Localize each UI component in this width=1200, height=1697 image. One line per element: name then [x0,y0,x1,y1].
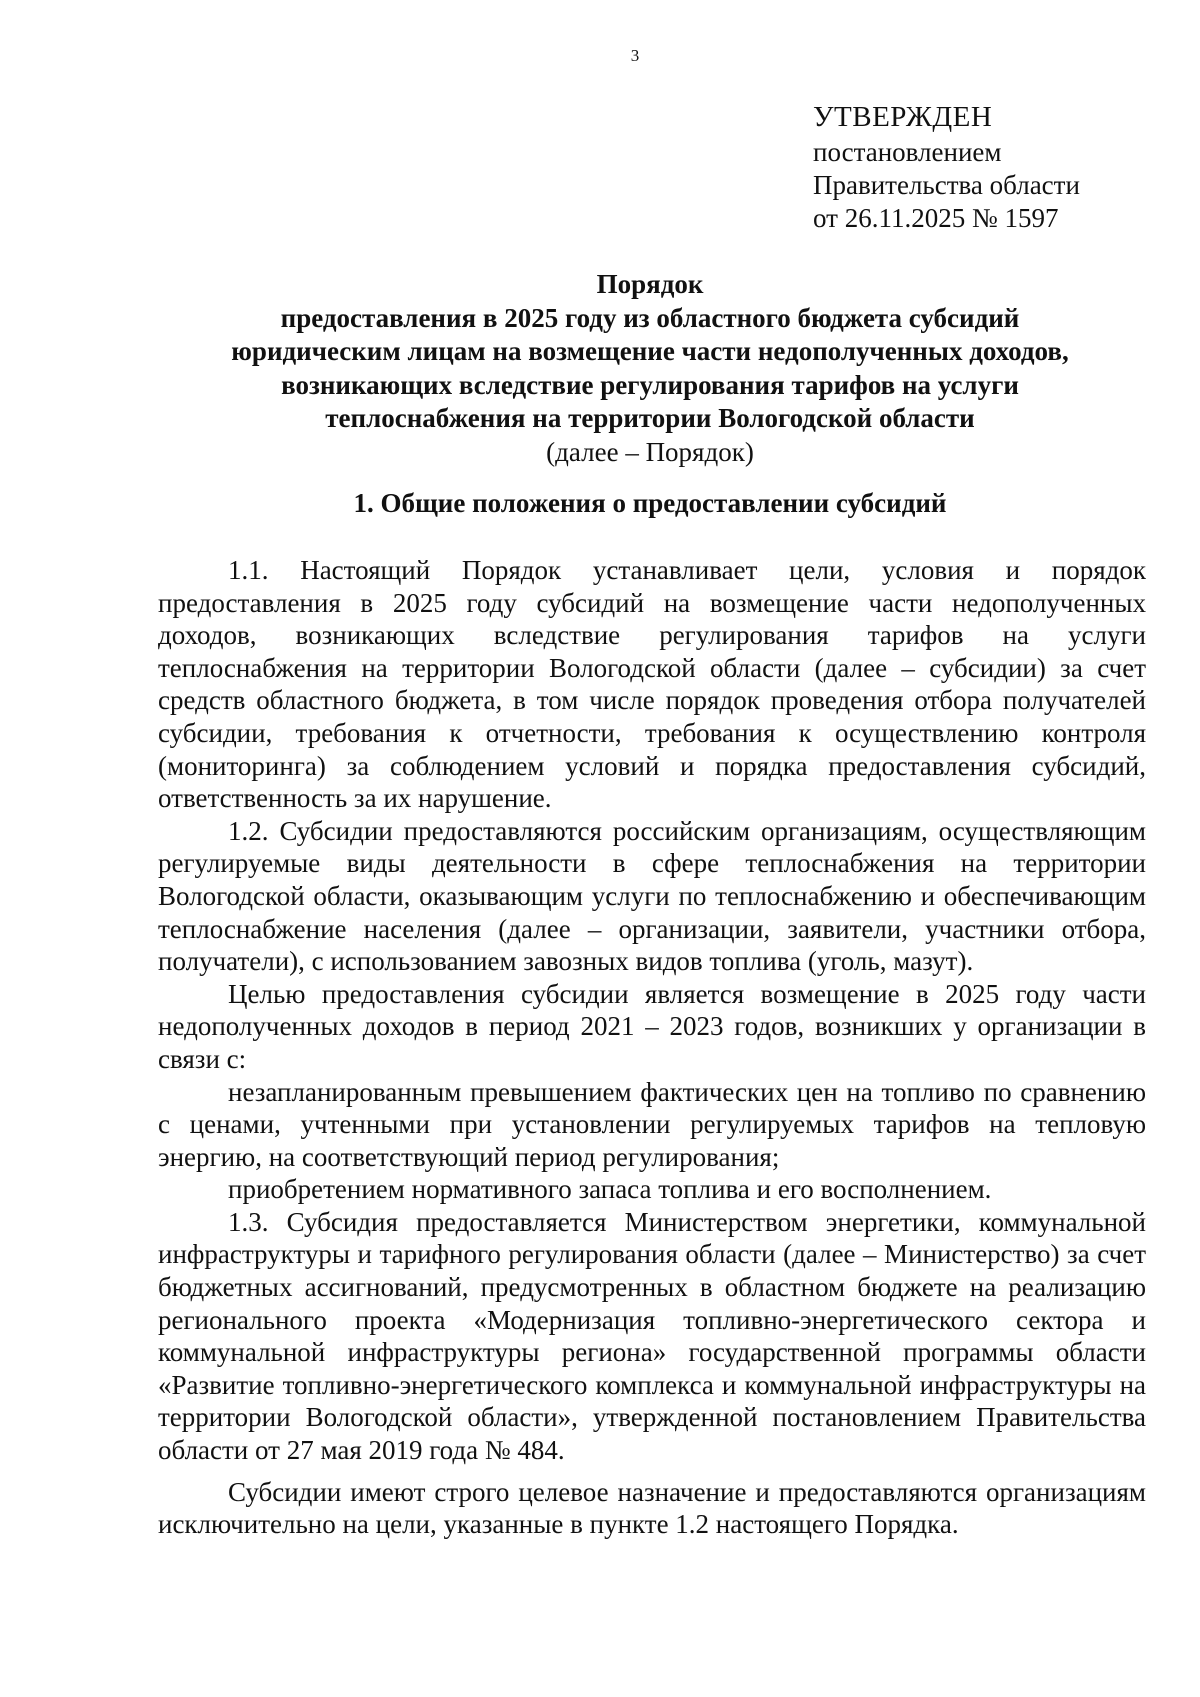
paragraph: 1.1. Настоящий Порядок устанавливает цели, условия и порядок предоставления в 2025 году субсидий на возмещение части недополученных доходов, возникающих вследствие регулирования тарифов на услуги теплоснабжения на территории Вологодской области (далее – субсидии) за счет средств областного бюджета, в том числе порядок проведения отбора получателей субсидии, требования к отчетности, требования к осуществлению контроля (мониторинга) за соблюдением условий и порядка предоставления субсидий, ответственность за их нарушение. [158,555,1146,814]
title-note: (далее – Порядок) [546,436,754,467]
document-title [150,268,1150,469]
paragraph: приобретением нормативного запаса топлива и его восполнением. [228,1174,992,1205]
paragraph: 1.3. Субсидия предоставляется Министерством энергетики, коммунальной инфраструктуры и тарифного регулирования области (далее – Министерство) за счет бюджетных ассигнований, предусмотренных в областном бюджете на реализацию регионального проекта «Модернизация топливно-энергетического сектора и коммунальной инфраструктуры региона» государственной программы области «Развитие топливно-энергетического комплекса и коммунальной инфраструктуры на территории Вологодской области», утвержденной постановлением Правительства области от 27 мая 2019 года № 484. [158,1206,1146,1466]
title-heading: Порядок [596,269,704,299]
approval-line: постановлением [813,137,1002,167]
title-line: предоставления в 2025 году из областного бюджета субсидий [280,302,1020,333]
approval-date-number: от 26.11.2025 № 1597 [813,203,1059,233]
paragraph: незапланированным превышением фактических цен на топливо по сравнению с ценами, учтенными при установлении регулируемых тарифов на тепловую энергию, на соответствующий период регулирования; [158,1076,1146,1172]
paragraph: Целью предоставления субсидии является возмещение в 2025 году части недополученных доходов в период 2021 – 2023 годов, возникших у организации в связи с: [158,978,1146,1074]
approval-status: УТВЕРЖДЕН [813,101,993,133]
section-heading: 1. Общие положения о предоставлении субсидий [353,488,947,518]
page-number: 3 [630,46,640,65]
title-line: теплоснабжения на территории Вологодской области [325,403,975,433]
title-line: возникающих вследствие регулирования тарифов на услуги [281,369,1019,400]
approval-stamp-block [813,101,1080,235]
title-line: юридическим лицам на возмещение части недополученных доходов, [231,336,1069,366]
paragraph: Субсидии имеют строго целевое назначение и предоставляются организациям исключительно на цели, указанные в пункте 1.2 настоящего Порядка. [158,1476,1146,1540]
paragraph: 1.2. Субсидии предоставляются российским организациям, осуществляющим регулируемые виды деятельности в сфере теплоснабжения на территории Вологодской области, оказывающим услуги по теплоснабжению и обеспечивающим теплоснабжение населения (далее – организации, заявители, участники отбора, получатели), с использованием завозных видов топлива (уголь, мазут). [158,815,1146,977]
approval-line: Правительства области [813,170,1080,200]
section-body [158,554,1146,1541]
